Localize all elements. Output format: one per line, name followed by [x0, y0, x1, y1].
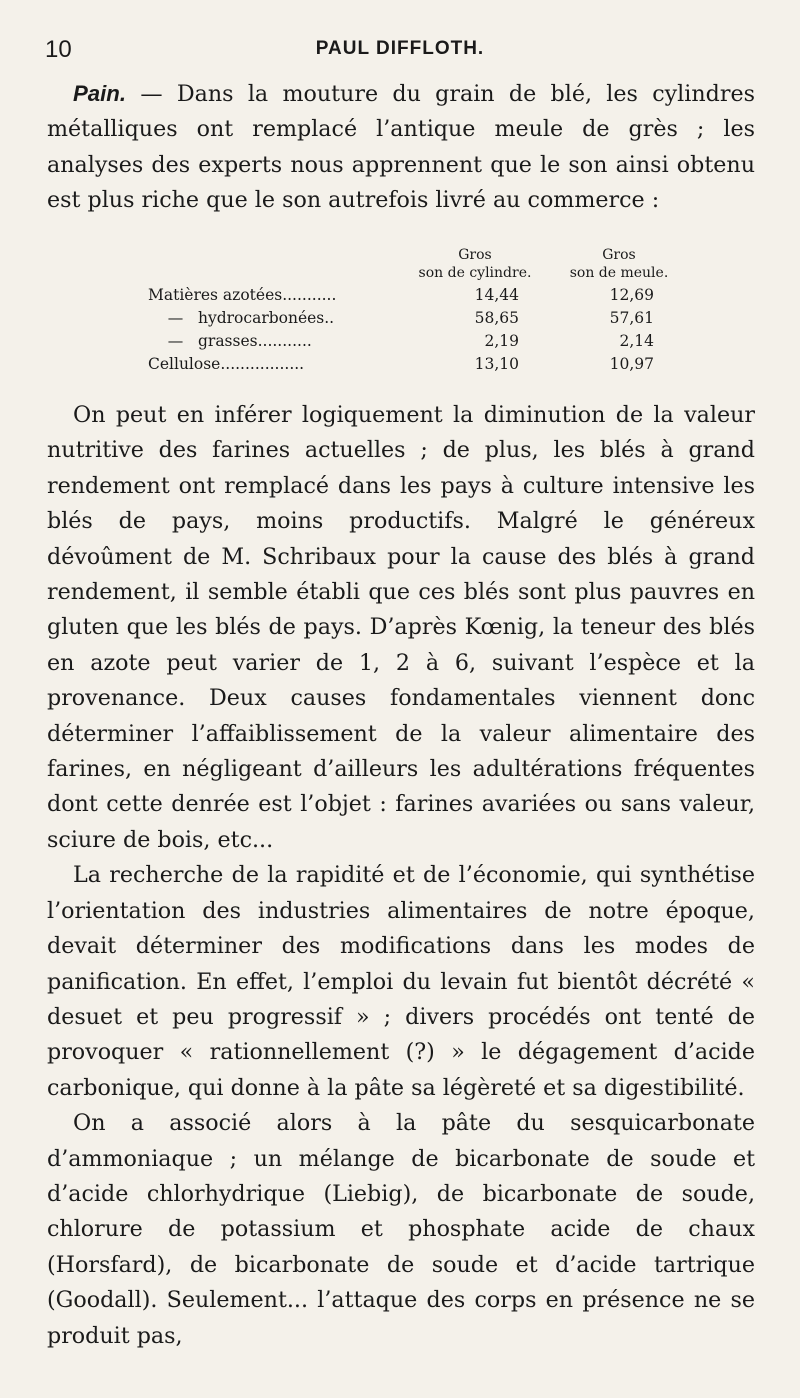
table-row: [140, 284, 700, 307]
text-block-intro: [47, 76, 755, 219]
column-header-cylindre: Gros son de cylindre.: [418, 247, 532, 281]
value-meule: 2,14: [619, 332, 654, 350]
row-label: Matières azotées...........: [148, 286, 337, 304]
bran-analysis-table: [140, 246, 700, 376]
value-cylindre: 2,19: [484, 332, 519, 350]
paragraph-panification: La recherche de la rapidité et de l’économie, qui synthétise l’orientation des industries alimentaires de notre époque, devait déterminer des modifications dans les modes de panification. En effet, l’emploi du levain fut bientôt décrété « desuet et peu progressif » ; divers procédés ont tenté de provoquer « rationnellement (?) » le dégagement d’acide carbonique, qui donne à la pâte sa légèreté et sa digestibilité.: [47, 862, 755, 1101]
value-meule: 12,69: [609, 286, 654, 304]
row-label: Cellulose.................: [148, 355, 305, 373]
paragraph-text: — Dans la mouture du grain de blé, les cylindres métalliques ont remplacé l’antique meule de grès ; les analyses des experts nous apprennent que le son ainsi obtenu est plus riche que le son autrefois livré au commerce :: [47, 81, 755, 214]
value-cylindre: 14,44: [474, 286, 519, 304]
table-row: [140, 353, 700, 376]
page-number: 10: [45, 36, 72, 63]
paragraph-lead: Pain.: [73, 81, 127, 106]
paragraph-pain: [47, 76, 755, 219]
text-block-body: [47, 398, 755, 1354]
value-cylindre: 58,65: [474, 309, 519, 327]
row-label: — hydrocarbonées..: [148, 309, 335, 327]
row-label: — grasses...........: [148, 332, 312, 350]
paragraph-valeur-nutritive: On peut en inférer logiquement la diminution de la valeur nutritive des farines actuelles ; de plus, les blés à grand rendement ont remplacé dans les pays à culture intensive les blés de pays, moins productifs. Malgré le généreux dévoûment de M. Schribaux pour la cause des blés à grand rendement, il semble établi que ces blés sont plus pauvres en gluten que les blés de pays. D’après Kœnig, la teneur des blés en azote peut varier de 1, 2 à 6, suivant l’espèce et la provenance. Deux causes fondamentales viennent donc déterminer l’affaiblissement de la valeur alimentaire des farines, en négligeant d’ailleurs les adultérations fréquentes dont cette denrée est l’objet : farines avariées ou sans valeur, sciure de bois, etc...: [47, 402, 755, 853]
value-meule: 57,61: [609, 309, 654, 327]
running-head: PAUL DIFFLOTH.: [315, 38, 485, 59]
paragraph-procedes: On a associé alors à la pâte du sesquicarbonate d’ammoniaque ; un mélange de bicarbonate de soude et d’acide chlorhydrique (Liebig), de bicarbonate de soude, chlorure de potassium et phosphate acide de chaux (Horsfard), de bicarbonate de soude et d’acide tartrique (Goodall). Seulement... l’attaque des corps en présence ne se produit pas,: [47, 1110, 755, 1349]
table-row: [140, 307, 700, 330]
page-header: [45, 36, 755, 66]
table-row: [140, 330, 700, 353]
value-meule: 10,97: [609, 355, 654, 373]
column-header-meule: Gros son de meule.: [569, 247, 669, 281]
table-header: [140, 246, 700, 284]
value-cylindre: 13,10: [474, 355, 519, 373]
